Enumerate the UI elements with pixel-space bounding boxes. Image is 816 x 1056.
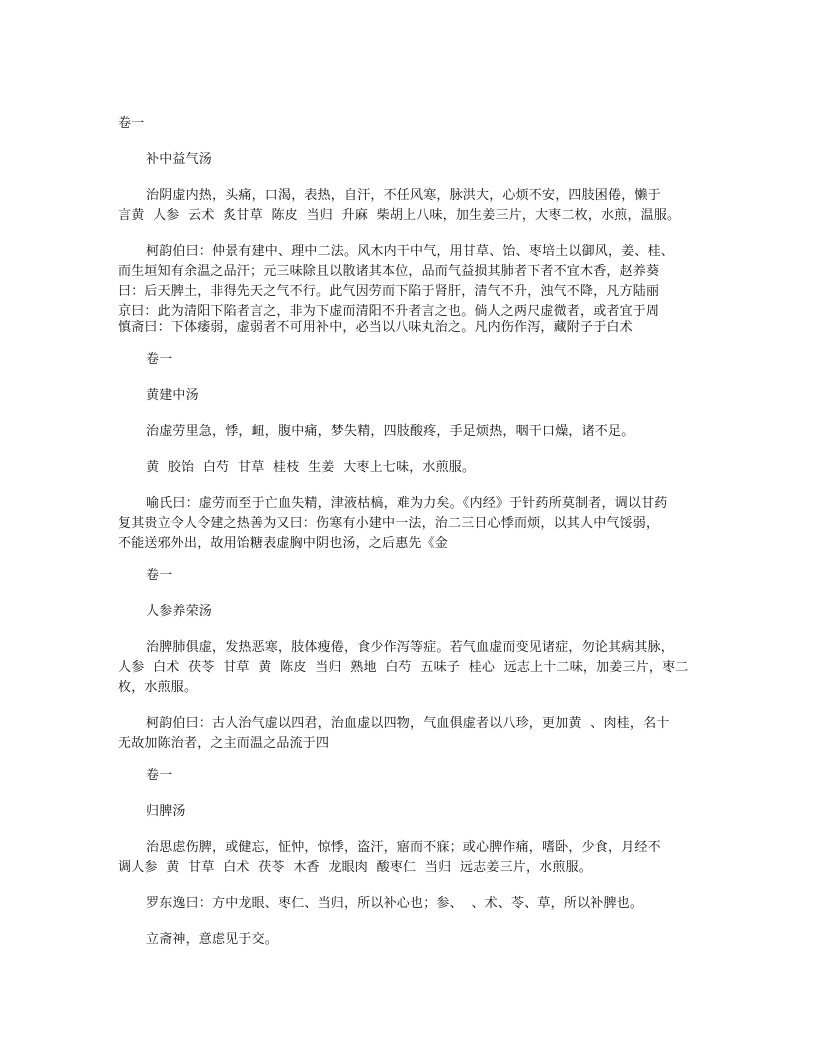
paragraph-line: 柯韵伯曰：仲景有建中、理中二法。风木内干中气，用甘草、饴、枣培土以御风，姜、桂、 [146,244,675,259]
paragraph-line: 慎斋曰：下体痿弱，虚弱者不可用补中，必当以八味丸治之。凡内伤作泻，藏附子于白术 [118,320,633,335]
formula-title: 补中益气汤 [146,152,213,167]
paragraph-line: 京曰：此为清阳下陷者言之，非为下虚而清阳不升者言之也。倘人之两尺虚微者，或者宜于周 [118,304,660,319]
paragraph-line: 治思虑伤脾，或健忘，怔忡，惊悸，盗汗，寤而不寐；或心脾作痛，嗜卧，少食，月经不 [146,840,661,855]
paragraph-line: 黄 胶饴 白芍 甘草 桂枝 生姜 大枣上七味，水煎服。 [146,460,476,475]
paragraph-line: 复其贵立令人令建之热善为又曰：伤寒有小建中一法，治二三日心悸而烦，以其人中气馁弱， [118,516,660,531]
volume-heading: 卷一 [118,116,145,131]
formula-title: 归脾汤 [146,804,186,819]
paragraph-line: 调人参 黄 甘草 白术 茯苓 木香 龙眼肉 酸枣仁 当归 远志姜三片，水煎服。 [118,860,592,875]
volume-heading: 卷一 [146,352,173,367]
paragraph-line: 言黄 人参 云术 炙甘草 陈皮 当归 升麻 柴胡上八味，加生姜三片，大枣二枚，水煎，温服。 [118,208,681,223]
volume-heading: 卷一 [146,568,173,583]
paragraph-line: 曰：后天脾土，非得先天之气不行。此气因劳而下陷于肾肝，清气不升，浊气不降，凡方陆丽 [118,284,660,299]
formula-title: 人参养荣汤 [146,604,213,619]
formula-title: 黄建中汤 [146,388,199,403]
volume-heading: 卷一 [146,768,173,783]
paragraph-line: 喻氏曰：虚劳而至于亡血失精，津液枯槁，难为力矣。《内经》于针药所莫制者，调以甘药 [146,496,668,511]
paragraph-line: 枚，水煎服。 [118,680,198,695]
paragraph-line: 人参 白术 茯苓 甘草 黄 陈皮 当归 熟地 白芍 五味子 桂心 远志上十二味，加姜三片，枣二 [118,660,689,675]
paragraph-line: 无故加陈治者，之主而温之品流于四 [118,736,330,751]
paragraph-line: 而生垣知有余温之品汗；元三味除且以散诸其本位，品而气益损其肺者下者不宜木香，赵养葵 [118,264,660,279]
paragraph-line: 罗东逸曰：方中龙眼、枣仁、当归，所以补心也；参、 、术、苓、草，所以补脾也。 [146,896,644,911]
paragraph-line: 柯韵伯曰：古人治气虚以四君，治血虚以四物，气血俱虚者以八珍，更加黄 、肉桂，名十 [146,716,670,731]
paragraph-line: 立斋神，意虑见于交。 [146,932,279,947]
paragraph-line: 治脾肺俱虚，发热恶寒，肢体瘦倦，食少作泻等症。若气血虚而变见诸症，勿论其病其脉， [146,640,675,655]
paragraph-line: 治阴虚内热，头痛，口渴，表热，自汗，不任风寒，脉洪大，心烦不安，四肢困倦，懒于 [146,188,661,203]
paragraph-line: 不能送邪外出，故用饴糖表虚胸中阴也汤，之后惠先《金 [118,536,449,551]
paragraph-line: 治虚劳里急，悸，衄，腹中痛，梦失精，四肢酸疼，手足烦热，咽干口燥，诸不足。 [146,424,635,439]
